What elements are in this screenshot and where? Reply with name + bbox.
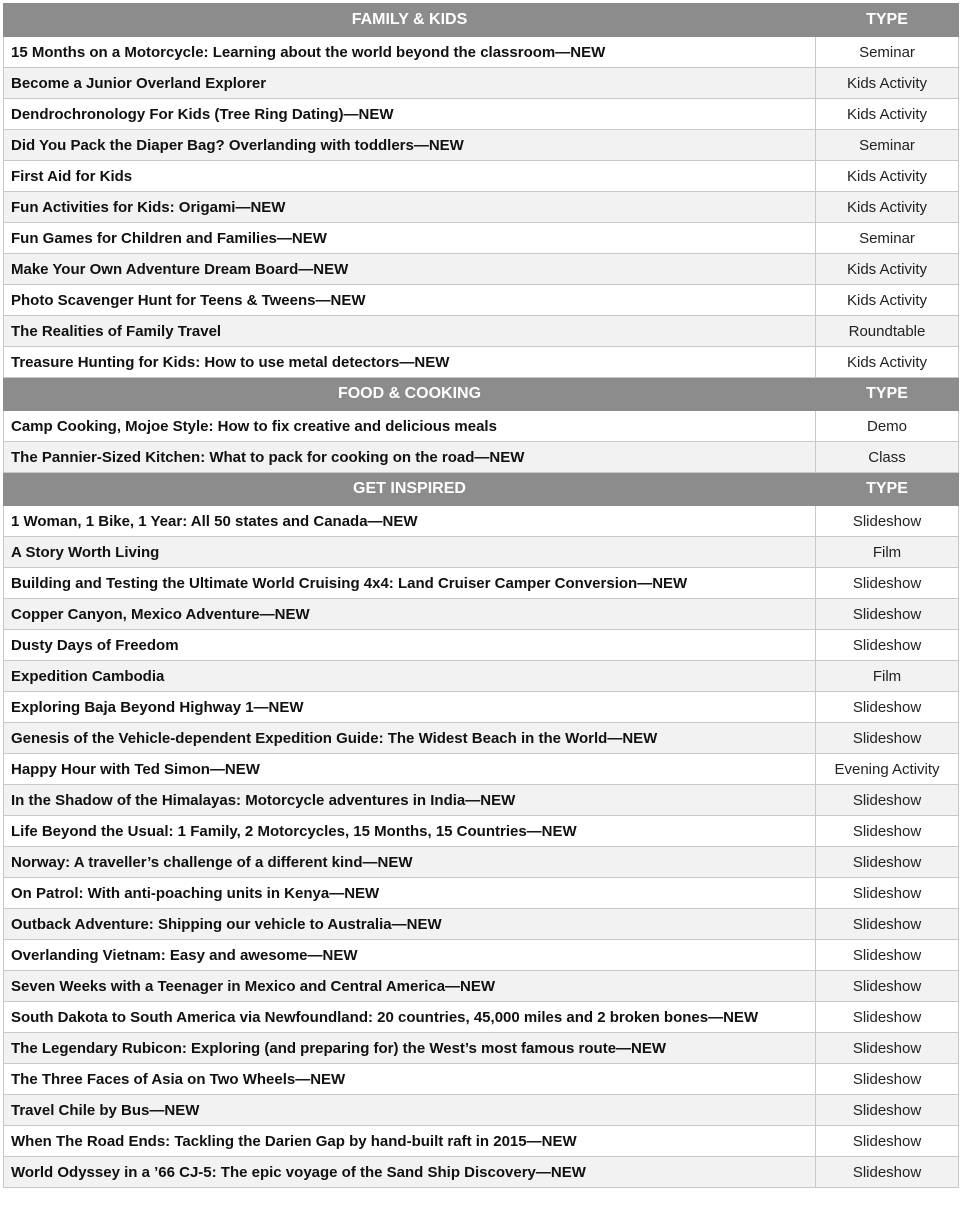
- session-type-cell: Slideshow: [816, 909, 959, 940]
- table-row: [4, 442, 959, 473]
- table-row: [4, 411, 959, 442]
- section-title: FOOD & COOKING: [4, 378, 816, 411]
- session-type-cell: Slideshow: [816, 785, 959, 816]
- session-type-cell: Seminar: [816, 37, 959, 68]
- session-type-cell: Kids Activity: [816, 192, 959, 223]
- table-row: [4, 816, 959, 847]
- session-title-cell: Fun Games for Children and Families—NEW: [4, 223, 816, 254]
- table-row: [4, 754, 959, 785]
- session-title-cell: Outback Adventure: Shipping our vehicle to Australia—NEW: [4, 909, 816, 940]
- session-title-cell: Photo Scavenger Hunt for Teens & Tweens—NEW: [4, 285, 816, 316]
- session-type-cell: Slideshow: [816, 630, 959, 661]
- session-title-cell: Seven Weeks with a Teenager in Mexico and Central America—NEW: [4, 971, 816, 1002]
- session-title-cell: Travel Chile by Bus—NEW: [4, 1095, 816, 1126]
- table-row: [4, 568, 959, 599]
- session-type-cell: Film: [816, 661, 959, 692]
- session-title-cell: First Aid for Kids: [4, 161, 816, 192]
- session-type-cell: Roundtable: [816, 316, 959, 347]
- session-title-cell: Happy Hour with Ted Simon—NEW: [4, 754, 816, 785]
- session-type-cell: Slideshow: [816, 940, 959, 971]
- session-type-cell: Kids Activity: [816, 161, 959, 192]
- session-title-cell: The Legendary Rubicon: Exploring (and preparing for) the West’s most famous route—NEW: [4, 1033, 816, 1064]
- table-row: [4, 254, 959, 285]
- session-type-cell: Slideshow: [816, 568, 959, 599]
- session-table-body: [4, 4, 959, 1188]
- table-row: [4, 630, 959, 661]
- table-row: [4, 971, 959, 1002]
- session-type-cell: Slideshow: [816, 599, 959, 630]
- table-row: [4, 1157, 959, 1188]
- table-row: [4, 347, 959, 378]
- session-type-cell: Slideshow: [816, 1157, 959, 1188]
- session-title-cell: Become a Junior Overland Explorer: [4, 68, 816, 99]
- session-title-cell: 1 Woman, 1 Bike, 1 Year: All 50 states and Canada—NEW: [4, 506, 816, 537]
- table-row: [4, 785, 959, 816]
- session-type-cell: Slideshow: [816, 1033, 959, 1064]
- section-header-row: [4, 4, 959, 37]
- session-type-cell: Slideshow: [816, 816, 959, 847]
- session-type-cell: Kids Activity: [816, 347, 959, 378]
- schedule-sheet: [3, 3, 958, 1188]
- session-title-cell: Overlanding Vietnam: Easy and awesome—NEW: [4, 940, 816, 971]
- table-row: [4, 847, 959, 878]
- session-type-cell: Film: [816, 537, 959, 568]
- session-title-cell: 15 Months on a Motorcycle: Learning about the world beyond the classroom—NEW: [4, 37, 816, 68]
- table-row: [4, 1002, 959, 1033]
- session-type-cell: Slideshow: [816, 723, 959, 754]
- session-title-cell: Expedition Cambodia: [4, 661, 816, 692]
- table-row: [4, 661, 959, 692]
- table-row: [4, 1126, 959, 1157]
- table-row: [4, 506, 959, 537]
- session-title-cell: The Three Faces of Asia on Two Wheels—NEW: [4, 1064, 816, 1095]
- session-title-cell: Treasure Hunting for Kids: How to use metal detectors—NEW: [4, 347, 816, 378]
- session-type-cell: Slideshow: [816, 692, 959, 723]
- session-title-cell: Life Beyond the Usual: 1 Family, 2 Motorcycles, 15 Months, 15 Countries—NEW: [4, 816, 816, 847]
- table-row: [4, 1064, 959, 1095]
- session-title-cell: World Odyssey in a ’66 CJ-5: The epic voyage of the Sand Ship Discovery—NEW: [4, 1157, 816, 1188]
- table-row: [4, 692, 959, 723]
- session-title-cell: Copper Canyon, Mexico Adventure—NEW: [4, 599, 816, 630]
- table-row: [4, 316, 959, 347]
- type-column-header: TYPE: [816, 4, 959, 37]
- table-row: [4, 1095, 959, 1126]
- table-row: [4, 599, 959, 630]
- section-header-row: [4, 473, 959, 506]
- table-row: [4, 223, 959, 254]
- session-type-cell: Seminar: [816, 130, 959, 161]
- session-title-cell: A Story Worth Living: [4, 537, 816, 568]
- session-title-cell: Dusty Days of Freedom: [4, 630, 816, 661]
- session-title-cell: Building and Testing the Ultimate World Cruising 4x4: Land Cruiser Camper Conversion—NEW: [4, 568, 816, 599]
- session-type-cell: Evening Activity: [816, 754, 959, 785]
- session-type-cell: Slideshow: [816, 1126, 959, 1157]
- table-row: [4, 99, 959, 130]
- table-row: [4, 1033, 959, 1064]
- session-type-cell: Slideshow: [816, 506, 959, 537]
- session-type-cell: Demo: [816, 411, 959, 442]
- session-title-cell: When The Road Ends: Tackling the Darien Gap by hand-built raft in 2015—NEW: [4, 1126, 816, 1157]
- session-table: [3, 3, 959, 1188]
- session-title-cell: Genesis of the Vehicle-dependent Expedition Guide: The Widest Beach in the World—NEW: [4, 723, 816, 754]
- session-type-cell: Slideshow: [816, 1095, 959, 1126]
- session-type-cell: Slideshow: [816, 878, 959, 909]
- table-row: [4, 161, 959, 192]
- section-title: GET INSPIRED: [4, 473, 816, 506]
- table-row: [4, 878, 959, 909]
- session-title-cell: The Realities of Family Travel: [4, 316, 816, 347]
- section-title: FAMILY & KIDS: [4, 4, 816, 37]
- session-title-cell: Fun Activities for Kids: Origami—NEW: [4, 192, 816, 223]
- table-row: [4, 285, 959, 316]
- session-title-cell: Make Your Own Adventure Dream Board—NEW: [4, 254, 816, 285]
- table-row: [4, 723, 959, 754]
- table-row: [4, 537, 959, 568]
- session-type-cell: Seminar: [816, 223, 959, 254]
- session-type-cell: Class: [816, 442, 959, 473]
- table-row: [4, 130, 959, 161]
- session-title-cell: The Pannier-Sized Kitchen: What to pack for cooking on the road—NEW: [4, 442, 816, 473]
- type-column-header: TYPE: [816, 378, 959, 411]
- section-header-row: [4, 378, 959, 411]
- session-type-cell: Slideshow: [816, 1064, 959, 1095]
- table-row: [4, 909, 959, 940]
- session-title-cell: South Dakota to South America via Newfoundland: 20 countries, 45,000 miles and 2 broken bones—NEW: [4, 1002, 816, 1033]
- session-title-cell: Did You Pack the Diaper Bag? Overlanding with toddlers—NEW: [4, 130, 816, 161]
- table-row: [4, 940, 959, 971]
- session-type-cell: Kids Activity: [816, 285, 959, 316]
- table-row: [4, 68, 959, 99]
- session-title-cell: Exploring Baja Beyond Highway 1—NEW: [4, 692, 816, 723]
- session-type-cell: Slideshow: [816, 1002, 959, 1033]
- session-title-cell: Norway: A traveller’s challenge of a different kind—NEW: [4, 847, 816, 878]
- type-column-header: TYPE: [816, 473, 959, 506]
- session-type-cell: Slideshow: [816, 847, 959, 878]
- session-type-cell: Slideshow: [816, 971, 959, 1002]
- session-type-cell: Kids Activity: [816, 68, 959, 99]
- session-type-cell: Kids Activity: [816, 99, 959, 130]
- session-title-cell: On Patrol: With anti-poaching units in Kenya—NEW: [4, 878, 816, 909]
- session-title-cell: In the Shadow of the Himalayas: Motorcycle adventures in India—NEW: [4, 785, 816, 816]
- session-type-cell: Kids Activity: [816, 254, 959, 285]
- table-row: [4, 37, 959, 68]
- table-row: [4, 192, 959, 223]
- session-title-cell: Camp Cooking, Mojoe Style: How to fix creative and delicious meals: [4, 411, 816, 442]
- session-title-cell: Dendrochronology For Kids (Tree Ring Dating)—NEW: [4, 99, 816, 130]
